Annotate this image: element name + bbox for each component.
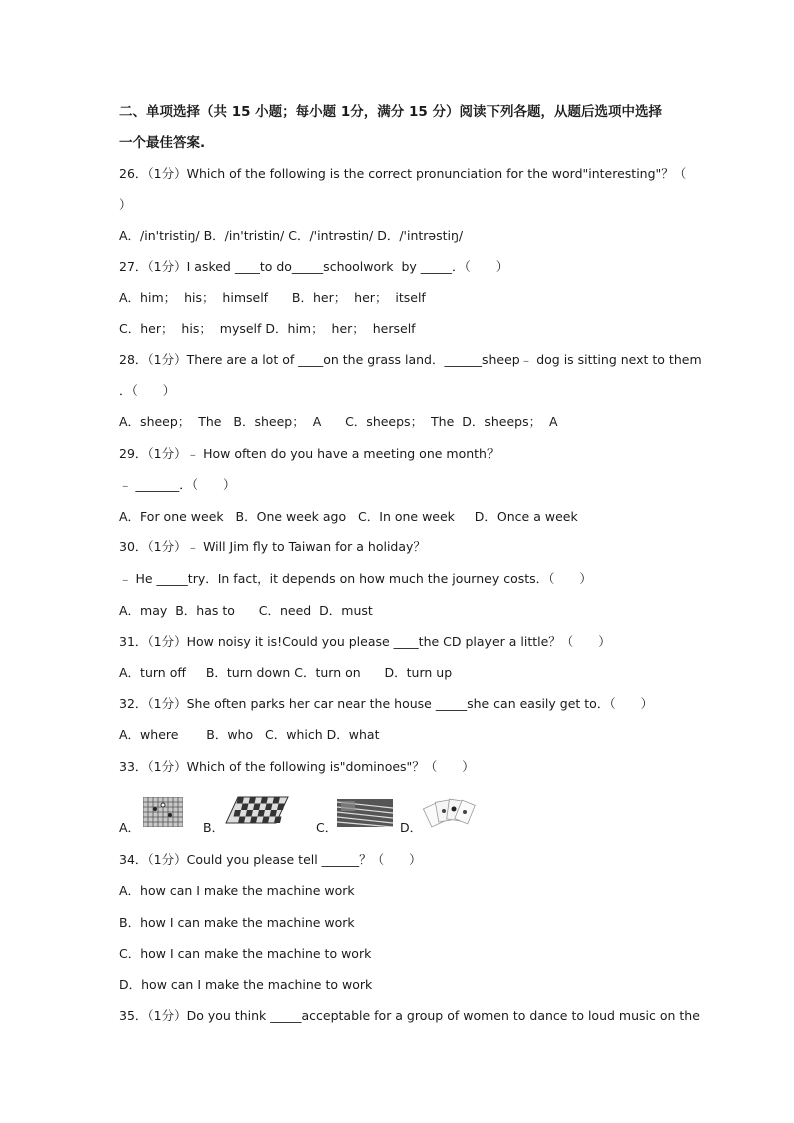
grid-board-image [143,797,183,831]
q28-stem-line2: ．（ ） [119,383,176,398]
q31-stem: 31．（1分）How noisy it is!Could you please ____the CD player a little？（ ） [119,634,611,649]
q34-option-a: A．how can I make the machine work [119,883,355,898]
q26-stem-line2: ） [119,197,132,212]
q34-stem: 34．（1分）Could you please tell ______？（ ） [119,852,422,867]
q27-options-cd: C．her； his； myself D．him； her； herself [119,321,416,336]
q29-options: A．For one week B．One week ago C．In one week D．Once a week [119,509,578,524]
q32-stem: 32．（1分）She often parks her car near the house _____she can easily get to．（ ） [119,696,654,711]
q30-answer-line: ﹣ He _____try．In fact，it depends on how much the journey costs．（ ） [119,571,592,586]
q30-stem: 30．（1分）﹣ Will Jim fly to Taiwan for a holiday？ [119,539,426,554]
q29-stem: 29．（1分）﹣ How often do you have a meeting one month？ [119,446,500,461]
q28-options: A．sheep； The B．sheep； A C．sheeps； The D．sheeps； A [119,414,558,429]
q33-stem: 33．（1分）Which of the following is"dominoes"？（ ） [119,759,475,774]
q34-option-b: B．how I can make the machine work [119,915,355,930]
q29-answer-line: ﹣ _______．（ ） [119,477,236,492]
q30-options: A．may B．has to C．need D．must [119,603,373,618]
q34-option-d: D．how can I make the machine to work [119,977,373,992]
q28-stem-line1: 28．（1分）There are a lot of ____on the grass land．______sheep﹣ dog is sitting next to them [119,352,702,367]
q26-options: A．/in'tristiŋ/ B．/in'tristin/ C．/'intrəstin/ D．/'intrəstiŋ/ [119,228,464,243]
q33-option-c-label: C． [316,820,338,835]
q32-options: A．where B．who C．which D．what [119,727,380,742]
q27-options-ab: A．him； his； himself B．her； her； itself [119,290,426,305]
chessboard-image [224,793,290,831]
section-title-line2: 一个最佳答案. [119,135,206,151]
q33-option-b-label: B． [203,820,225,835]
q31-options: A．turn off B．turn down C．turn on D．turn up [119,665,453,680]
striped-blocks-image [337,799,393,831]
q33-option-d-label: D． [400,820,423,835]
q35-stem: 35．（1分）Do you think _____acceptable for a group of women to dance to loud music on the [119,1008,700,1023]
q33-option-a-label: A． [119,820,141,835]
section-title-line1: 二、单项选择（共 15 小题；每小题 1分，满分 15 分）阅读下列各题，从题后选项中选择 [119,104,662,120]
playing-cards-image [421,795,481,833]
q34-option-c: C．how I can make the machine to work [119,946,372,961]
q26-stem-line1: 26．（1分）Which of the following is the correct pronunciation for the word"interesting"？（ [119,166,687,181]
q27-stem: 27．（1分）I asked ____to do_____schoolwork by _____．（ ） [119,259,509,274]
